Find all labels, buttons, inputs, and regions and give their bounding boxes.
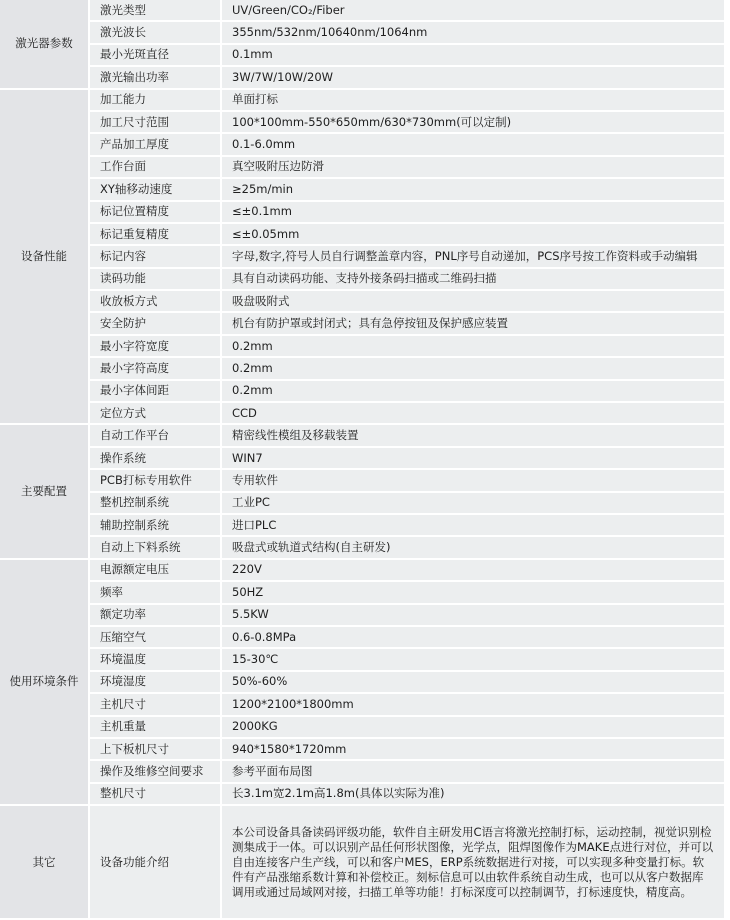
spec-label: 加工尺寸范围	[90, 112, 222, 134]
spec-label: 最小字符宽度	[90, 336, 222, 358]
spec-label: 工作台面	[90, 157, 222, 179]
spec-row	[0, 313, 724, 335]
spec-value: 355nm/532nm/10640nm/1064nm	[222, 22, 724, 44]
spec-label: 操作及维修空间要求	[90, 761, 222, 783]
spec-label: 读码功能	[90, 269, 222, 291]
spec-value: 字母,数字,符号人员自行调整盖章内容，PNL序号自动递加，PCS序号按工作资料或手动编辑	[222, 246, 724, 268]
group-label: 使用环境条件	[0, 560, 90, 806]
spec-label: 主机尺寸	[90, 694, 222, 716]
spec-row	[0, 784, 724, 806]
spec-value: 15-30℃	[222, 649, 724, 671]
spec-value: 2000KG	[222, 717, 724, 739]
spec-row	[0, 0, 724, 22]
spec-row	[0, 470, 724, 492]
spec-label: 整机控制系统	[90, 493, 222, 515]
spec-value: WIN7	[222, 448, 724, 470]
function-description: 本公司设备具备读码评级功能，软件自主研发用C语言将激光控制打标，运动控制，视觉识别检测集成于一体。可以识别产品任何形状图像，光学点，阻焊图像作为MAKE点进行对位，并可以自由连接客户生产线，可以和客户MES，ERP系统数据进行对接，可以实现多种变量打标。软件有产品涨缩系数计算和补偿校正。刻标信息可以由软件系统自动生成，也可以从客户数据库调用或通过局域网对接，扫描工单等功能！打标深度可以控制调节，打标速度快，精度高。	[222, 806, 724, 920]
spec-row	[0, 627, 724, 649]
spec-row	[0, 381, 724, 403]
spec-label: 环境温度	[90, 649, 222, 671]
spec-value: 真空吸附压边防滑	[222, 157, 724, 179]
spec-row	[0, 336, 724, 358]
spec-label: 自动上下料系统	[90, 537, 222, 559]
spec-row	[0, 134, 724, 156]
spec-value: ≤±0.1mm	[222, 202, 724, 224]
spec-value: 0.6-0.8MPa	[222, 627, 724, 649]
spec-label: 收放板方式	[90, 291, 222, 313]
spec-value: 100*100mm-550*650mm/630*730mm(可以定制)	[222, 112, 724, 134]
spec-label: 主机重量	[90, 717, 222, 739]
spec-label: 激光类型	[90, 0, 222, 22]
group-label: 主要配置	[0, 425, 90, 559]
spec-row	[0, 202, 724, 224]
spec-value: 吸盘式或轨道式结构(自主研发)	[222, 537, 724, 559]
spec-value: 精密线性模组及移载装置	[222, 425, 724, 447]
spec-value: 1200*2100*1800mm	[222, 694, 724, 716]
spec-value: 940*1580*1720mm	[222, 739, 724, 761]
spec-row	[0, 448, 724, 470]
spec-row	[0, 291, 724, 313]
spec-row	[0, 112, 724, 134]
group-label: 设备性能	[0, 90, 90, 426]
spec-row	[0, 515, 724, 537]
spec-value: 具有自动读码功能、支持外接条码扫描或二维码扫描	[222, 269, 724, 291]
spec-row	[0, 560, 724, 582]
spec-label: 额定功率	[90, 605, 222, 627]
group-label: 其它	[0, 806, 90, 920]
spec-label: 加工能力	[90, 90, 222, 112]
spec-label: 激光输出功率	[90, 67, 222, 89]
spec-value: 3W/7W/10W/20W	[222, 67, 724, 89]
spec-value: 吸盘吸附式	[222, 291, 724, 313]
spec-value: 5.5KW	[222, 605, 724, 627]
spec-row	[0, 493, 724, 515]
spec-row	[0, 605, 724, 627]
spec-label: PCB打标专用软件	[90, 470, 222, 492]
spec-value: 机台有防护罩或封闭式；具有急停按钮及保护感应装置	[222, 313, 724, 335]
spec-row	[0, 537, 724, 559]
spec-value: 220V	[222, 560, 724, 582]
spec-row	[0, 45, 724, 67]
spec-label: 产品加工厚度	[90, 134, 222, 156]
spec-row	[0, 90, 724, 112]
spec-value: CCD	[222, 403, 724, 425]
spec-row	[0, 157, 724, 179]
spec-label: 整机尺寸	[90, 784, 222, 806]
spec-value: 50HZ	[222, 582, 724, 604]
spec-value: ≥25m/min	[222, 179, 724, 201]
spec-value: 0.1-6.0mm	[222, 134, 724, 156]
spec-value: 0.1mm	[222, 45, 724, 67]
spec-value: 50%-60%	[222, 672, 724, 694]
spec-value: 0.2mm	[222, 336, 724, 358]
spec-label: 激光波长	[90, 22, 222, 44]
spec-value: ≤±0.05mm	[222, 224, 724, 246]
spec-value: 工业PC	[222, 493, 724, 515]
spec-row	[0, 806, 724, 920]
spec-label: 标记重复精度	[90, 224, 222, 246]
spec-value: 单面打标	[222, 90, 724, 112]
spec-label: 标记位置精度	[90, 202, 222, 224]
spec-row	[0, 582, 724, 604]
spec-label: 最小字体间距	[90, 381, 222, 403]
spec-value: 0.2mm	[222, 358, 724, 380]
spec-label: 电源额定电压	[90, 560, 222, 582]
spec-value: 0.2mm	[222, 381, 724, 403]
spec-row	[0, 761, 724, 783]
spec-row	[0, 739, 724, 761]
spec-row	[0, 22, 724, 44]
group-label: 激光器参数	[0, 0, 90, 90]
spec-value: 专用软件	[222, 470, 724, 492]
spec-row	[0, 649, 724, 671]
spec-row	[0, 67, 724, 89]
spec-label: 操作系统	[90, 448, 222, 470]
spec-label: 环境湿度	[90, 672, 222, 694]
spec-label: 最小字符高度	[90, 358, 222, 380]
spec-row	[0, 269, 724, 291]
spec-row	[0, 358, 724, 380]
spec-label: 辅助控制系统	[90, 515, 222, 537]
spec-row	[0, 246, 724, 268]
spec-row	[0, 694, 724, 716]
spec-label: 压缩空气	[90, 627, 222, 649]
spec-row	[0, 672, 724, 694]
spec-value: 参考平面布局图	[222, 761, 724, 783]
spec-value: 进口PLC	[222, 515, 724, 537]
spec-label: 安全防护	[90, 313, 222, 335]
spec-label: 上下板机尺寸	[90, 739, 222, 761]
spec-label: 定位方式	[90, 403, 222, 425]
spec-value: 长3.1m宽2.1m高1.8m(具体以实际为准)	[222, 784, 724, 806]
spec-row	[0, 717, 724, 739]
spec-label: 设备功能介绍	[90, 806, 222, 920]
spec-row	[0, 403, 724, 425]
spec-label: 标记内容	[90, 246, 222, 268]
spec-value: UV/Green/CO₂/Fiber	[222, 0, 724, 22]
spec-label: 最小光斑直径	[90, 45, 222, 67]
spec-label: XY轴移动速度	[90, 179, 222, 201]
spec-row	[0, 224, 724, 246]
spec-row	[0, 179, 724, 201]
spec-label: 自动工作平台	[90, 425, 222, 447]
spec-row	[0, 425, 724, 447]
spec-label: 频率	[90, 582, 222, 604]
